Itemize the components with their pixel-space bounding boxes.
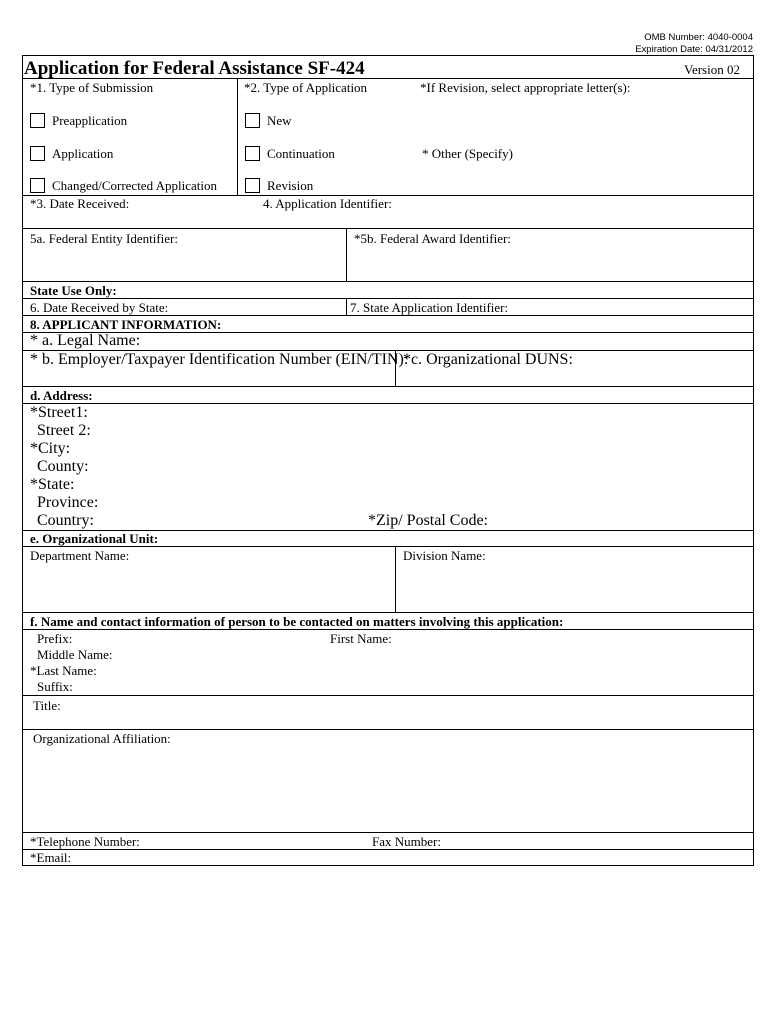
preapplication-label: Preapplication <box>52 113 128 128</box>
form-title: Application for Federal Assistance SF-424 <box>24 58 365 79</box>
organizational-unit-heading: e. Organizational Unit: <box>30 531 159 546</box>
divider <box>22 849 754 850</box>
prefix-label: Prefix: <box>37 631 73 646</box>
divider <box>22 629 754 630</box>
application-label: Application <box>52 146 114 161</box>
legal-name-label: * a. Legal Name: <box>30 332 141 349</box>
middle-name-label: Middle Name: <box>37 647 113 662</box>
state-use-heading: State Use Only: <box>30 283 117 298</box>
continuation-checkbox[interactable] <box>245 146 260 161</box>
county-label: County: <box>37 458 89 475</box>
divider <box>22 832 754 833</box>
divider <box>22 403 754 404</box>
ein-label: * b. Employer/Taxpayer Identification Number (EIN/TIN): <box>30 351 409 368</box>
duns-label: *c. Organizational DUNS: <box>403 351 573 368</box>
telephone-label: *Telephone Number: <box>30 834 140 849</box>
application-checkbox[interactable] <box>30 146 45 161</box>
omb-number: OMB Number: 4040-0004 <box>644 32 753 43</box>
divider <box>22 729 754 730</box>
applicant-information-heading: 8. APPLICANT INFORMATION: <box>30 317 222 332</box>
organizational-affiliation-label: Organizational Affiliation: <box>33 731 171 746</box>
division-name-label: Division Name: <box>403 548 486 563</box>
divider <box>22 298 754 299</box>
new-checkbox[interactable] <box>245 113 260 128</box>
divider <box>22 78 754 79</box>
email-label: *Email: <box>30 850 72 865</box>
divider <box>22 228 754 229</box>
changed-corrected-label: Changed/Corrected Application <box>52 178 217 193</box>
divider <box>22 386 754 387</box>
fax-label: Fax Number: <box>372 834 441 849</box>
revision-checkbox[interactable] <box>245 178 260 193</box>
federal-award-identifier-label: *5b. Federal Award Identifier: <box>354 231 511 246</box>
first-name-label: First Name: <box>330 631 392 646</box>
revision-letter-label: *If Revision, select appropriate letter(s): <box>420 80 631 95</box>
divider <box>22 612 754 613</box>
revision-label: Revision <box>267 178 314 193</box>
divider <box>22 695 754 696</box>
state-label: *State: <box>30 476 75 493</box>
date-received-by-state-label: 6. Date Received by State: <box>30 300 169 315</box>
expiration-date: Expiration Date: 04/31/2012 <box>635 44 753 55</box>
type-of-application-label: *2. Type of Application <box>244 80 368 95</box>
other-specify-label: * Other (Specify) <box>422 146 513 161</box>
divider <box>22 281 754 282</box>
divider <box>237 78 238 195</box>
federal-entity-identifier-label: 5a. Federal Entity Identifier: <box>30 231 179 246</box>
street2-label: Street 2: <box>37 422 91 439</box>
state-application-identifier-label: 7. State Application Identifier: <box>350 300 509 315</box>
address-heading: d. Address: <box>30 388 93 403</box>
department-name-label: Department Name: <box>30 548 130 563</box>
city-label: *City: <box>30 440 71 457</box>
divider <box>346 298 347 315</box>
application-identifier-label: 4. Application Identifier: <box>263 196 392 211</box>
last-name-label: *Last Name: <box>30 663 97 678</box>
continuation-label: Continuation <box>267 146 335 161</box>
changed-corrected-checkbox[interactable] <box>30 178 45 193</box>
title-label: Title: <box>33 698 61 713</box>
province-label: Province: <box>37 494 99 511</box>
new-label: New <box>267 113 292 128</box>
contact-heading: f. Name and contact information of person to be contacted on matters involving this application: <box>30 614 564 629</box>
street1-label: *Street1: <box>30 404 88 421</box>
preapplication-checkbox[interactable] <box>30 113 45 128</box>
form-version: Version 02 <box>684 62 740 77</box>
date-received-label: *3. Date Received: <box>30 196 130 211</box>
zip-postal-code-label: *Zip/ Postal Code: <box>368 512 488 529</box>
country-label: Country: <box>37 512 94 529</box>
divider <box>22 546 754 547</box>
divider <box>346 228 347 281</box>
suffix-label: Suffix: <box>37 679 73 694</box>
divider <box>22 315 754 316</box>
type-of-submission-label: *1. Type of Submission <box>30 80 154 95</box>
divider <box>395 546 396 612</box>
divider <box>395 350 396 386</box>
